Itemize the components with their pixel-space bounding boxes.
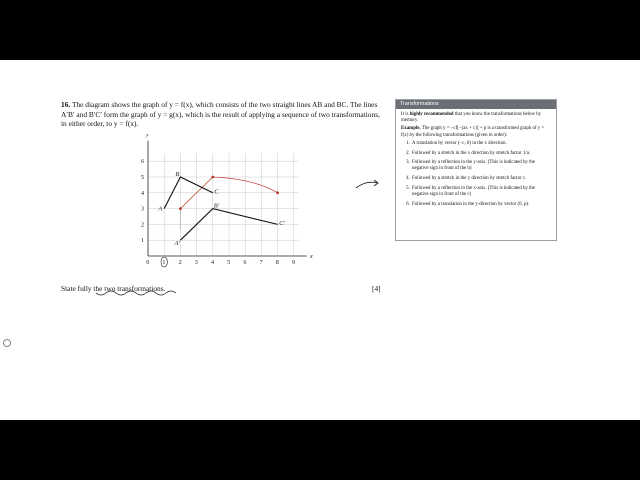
intro-pre: It is bbox=[401, 112, 410, 117]
handwritten-arrow-icon bbox=[354, 176, 382, 192]
y-tick-label: 2 bbox=[141, 221, 145, 229]
point-label-b-prime: B′ bbox=[213, 202, 220, 210]
example-text: The graph y = −cf[−(ax + c)] + p is a transformed graph of y = f(x) by the following transformations (given in order): bbox=[401, 126, 545, 138]
intro-strong: highly recommended bbox=[409, 112, 454, 117]
x-tick-label: 1 bbox=[162, 259, 166, 266]
list-item: 6. Followed by a translation in the y-direction by vector (0, p). bbox=[411, 202, 551, 208]
y-tick-label: 3 bbox=[141, 205, 145, 213]
x-tick-label: 3 bbox=[194, 259, 198, 266]
graph bbox=[138, 134, 318, 274]
x-tick-label: 4 bbox=[211, 259, 215, 266]
x-tick-label: 0 bbox=[146, 259, 150, 266]
top-letterbox bbox=[0, 0, 640, 60]
question-number: 16. bbox=[61, 100, 71, 109]
point-label-c: C bbox=[214, 188, 219, 196]
list-item: 3. Followed by a reflection in the y-axis. (This is indicated by the negative sign in front of the b) bbox=[411, 160, 551, 172]
x-tick-label: 9 bbox=[292, 259, 296, 266]
graph-svg bbox=[138, 134, 318, 274]
annotation-point bbox=[276, 191, 279, 194]
list-item: 1. A translation by vector (−c, 0) in the x direction. bbox=[411, 141, 551, 147]
annotation-point bbox=[179, 207, 182, 210]
marks-label: [4] bbox=[372, 284, 381, 293]
y-tick-label: 1 bbox=[141, 237, 145, 245]
x-tick-label: 8 bbox=[275, 259, 279, 266]
point-label-a: A bbox=[158, 205, 163, 213]
x-axis-label: x bbox=[310, 253, 313, 260]
x-tick-label: 6 bbox=[243, 259, 247, 266]
question-text bbox=[61, 100, 383, 129]
question-body: The diagram shows the graph of y = f(x), which consists of the two straight lines AB and BC. The lines A′B′ and B′C′ form the graph of y = g(x), which is the result of applying a sequence of two transformations, in either order, to y = f(x). bbox=[61, 100, 380, 129]
x-tick-label: 5 bbox=[227, 259, 231, 266]
y-tick-label: 4 bbox=[141, 189, 145, 197]
y-axis-label: y bbox=[146, 134, 149, 138]
y-tick-label: 6 bbox=[141, 158, 145, 166]
question-block bbox=[61, 100, 383, 129]
circle-icon[interactable] bbox=[3, 339, 11, 347]
panel-title: Transformations bbox=[396, 100, 556, 109]
x-tick-label: 2 bbox=[178, 259, 182, 266]
handwritten-underline bbox=[96, 290, 176, 300]
intro-post: that you know the transformations below by memory. bbox=[401, 112, 542, 124]
instruction-text: State fully the two transformations. bbox=[61, 284, 166, 293]
panel-body bbox=[396, 109, 556, 208]
y-tick-label: 5 bbox=[141, 174, 145, 181]
list-item: 2. Followed by a stretch in the x direction by stretch factor 1/a. bbox=[411, 151, 551, 157]
example-label: Example. bbox=[401, 126, 421, 132]
bottom-letterbox bbox=[0, 420, 640, 480]
x-tick-label: 7 bbox=[259, 259, 263, 266]
point-label-a-prime: A′ bbox=[174, 240, 180, 248]
list-item: 5. Followed by a reflection in the x-axis. (This is indicated by the negative sign in front of the c) bbox=[411, 186, 551, 198]
annotation-point bbox=[211, 176, 214, 179]
transformations-panel bbox=[395, 99, 557, 241]
panel-intro bbox=[401, 112, 551, 124]
point-label-b: B bbox=[175, 171, 180, 178]
list-item: 4. Followed by a stretch in the y direction by stretch factor c. bbox=[411, 176, 551, 182]
point-label-c-prime: C′ bbox=[279, 219, 285, 227]
panel-example bbox=[401, 126, 551, 138]
transformation-list bbox=[401, 141, 551, 208]
